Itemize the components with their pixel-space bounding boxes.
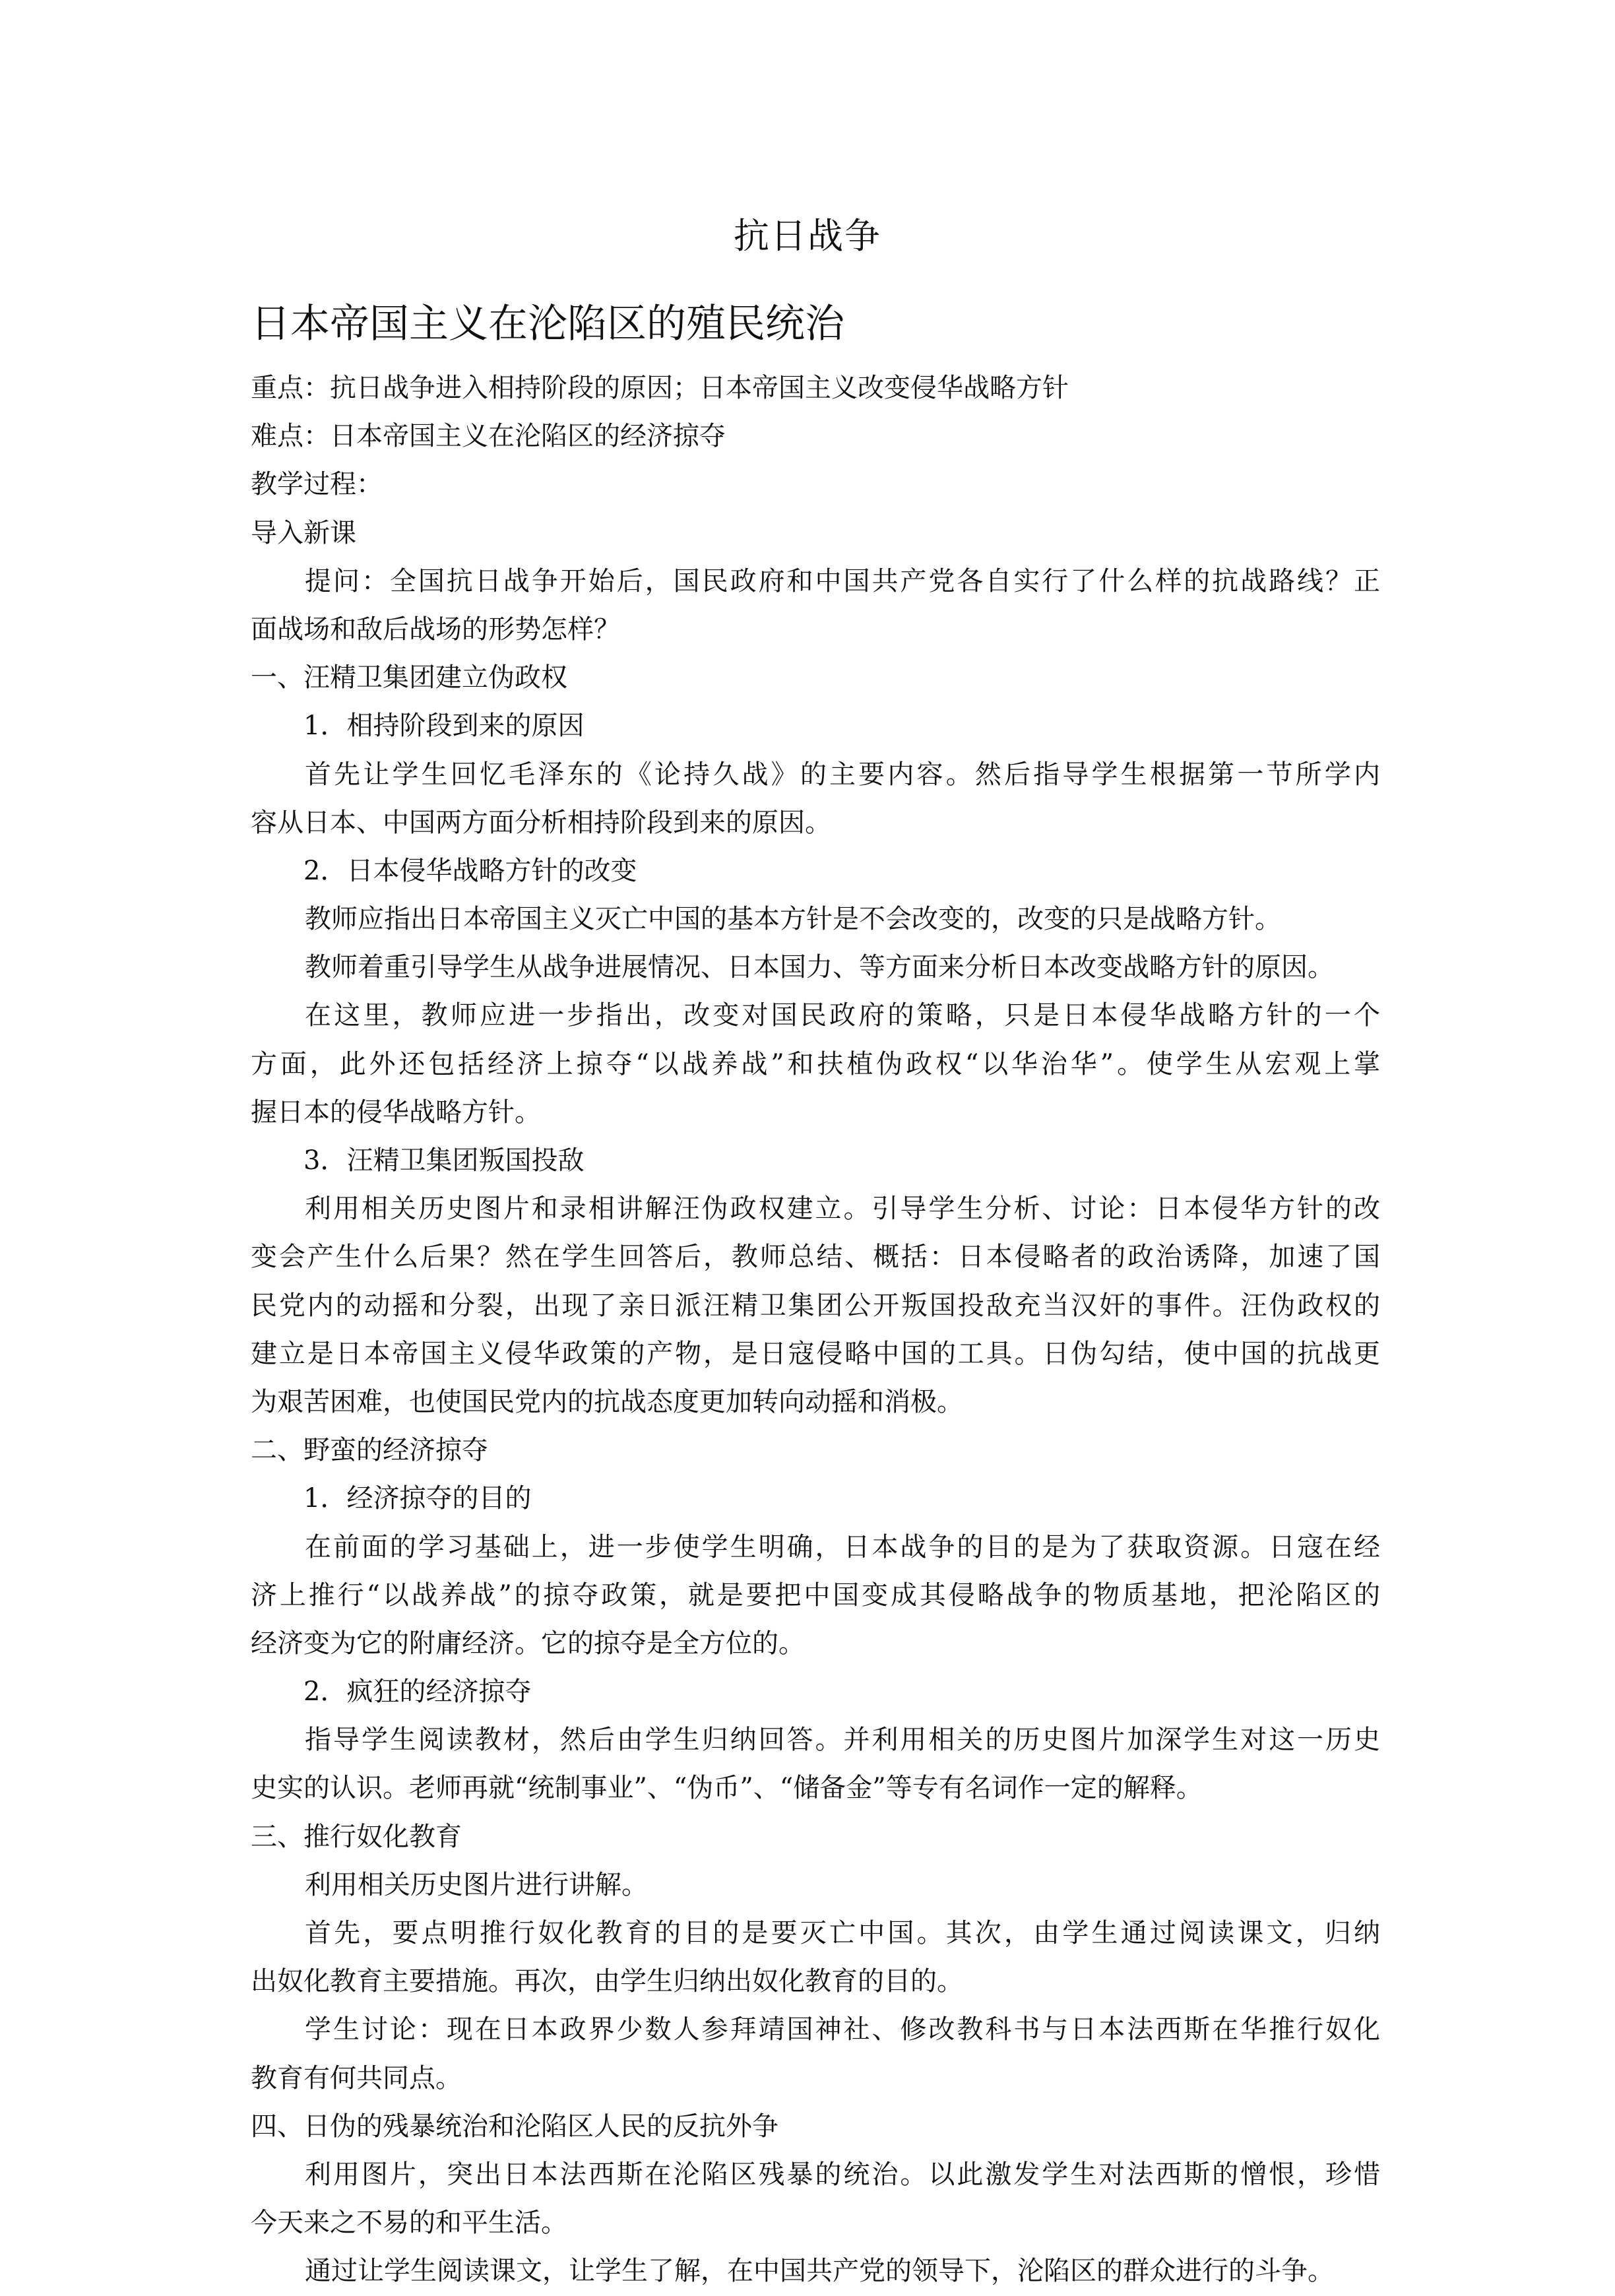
text-line: 导入新课 <box>251 517 356 548</box>
text-line: 今天来之不易的和平生活。 <box>251 2208 567 2239</box>
text-line: 变会产生什么后果？然在学生回答后，教师总结、概括：日本侵略者的政治诱降，加速了国 <box>251 1242 1380 1273</box>
text-line: 一、汪精卫集团建立伪政权 <box>251 662 567 693</box>
text-line: 首先让学生回忆毛泽东的《论持久战》的主要内容。然后指导学生根据第一节所学内 <box>305 759 1380 790</box>
text-line: 济上推行“以战养战”的掠夺政策，就是要把中国变成其侵略战争的物质基地，把沦陷区的 <box>251 1579 1380 1610</box>
text-line: 首先，要点明推行奴化教育的目的是要灭亡中国。其次，由学生通过阅读课文，归纳 <box>305 1918 1380 1948</box>
text-line: 1．经济掠夺的目的 <box>303 1483 532 1514</box>
text-line: 2．疯狂的经济掠夺 <box>303 1676 532 1707</box>
text-line: 指导学生阅读教材，然后由学生归纳回答。并利用相关的历史图片加深学生对这一历史 <box>305 1725 1380 1756</box>
text-line: 四、日伪的残暴统治和沦陷区人民的反抗外争 <box>251 2111 778 2142</box>
text-line: 1．相持阶段到来的原因 <box>303 711 585 742</box>
document-body <box>251 364 1380 2296</box>
text-line: 教育有何共同点。 <box>251 2062 462 2093</box>
text-line: 提问：全国抗日战争开始后，国民政府和中国共产党各自实行了什么样的抗战路线？正 <box>305 565 1380 596</box>
text-line: 学生讨论：现在日本政界少数人参拜靖国神社、修改教科书与日本法西斯在华推行奴化 <box>305 2014 1380 2045</box>
text-line: 史实的认识。老师再就“统制事业”、“伪币”、“储备金”等专有名词作一定的解释。 <box>251 1773 1203 1804</box>
text-line: 方面，此外还包括经济上掠夺“以战养战”和扶植伪政权“以华治华”。使学生从宏观上掌 <box>251 1048 1380 1079</box>
text-line: 为艰苦困难，也使国民党内的抗战态度更加转向动摇和消极。 <box>251 1386 963 1417</box>
text-line: 利用相关历史图片和录相讲解汪伪政权建立。引导学生分析、讨论：日本侵华方针的改 <box>305 1194 1380 1225</box>
document-subtitle: 日本帝国主义在沦陷区的殖民统治 <box>251 301 844 347</box>
text-line: 教学过程： <box>251 469 383 500</box>
text-line: 民党内的动摇和分裂，出现了亲日派汪精卫集团公开叛国投敌充当汉奸的事件。汪伪政权的 <box>251 1290 1380 1321</box>
text-line: 在前面的学习基础上，进一步使学生明确，日本战争的目的是为了获取资源。日寇在经 <box>305 1531 1380 1562</box>
text-line: 2．日本侵华战略方针的改变 <box>303 855 637 886</box>
text-line: 3．汪精卫集团叛国投敌 <box>303 1145 585 1176</box>
text-line: 三、推行奴化教育 <box>251 1821 462 1852</box>
text-line: 建立是日本帝国主义侵华政策的产物，是日寇侵略中国的工具。日伪勾结，使中国的抗战更 <box>251 1338 1380 1369</box>
text-line: 容从日本、中国两方面分析相持阶段到来的原因。 <box>251 807 831 838</box>
text-line: 教师应指出日本帝国主义灭亡中国的基本方针是不会改变的，改变的只是战略方针。 <box>305 904 1281 935</box>
text-line: 教师着重引导学生从战争进展情况、日本国力、等方面来分析日本改变战略方针的原因。 <box>305 952 1334 983</box>
text-line: 出奴化教育主要措施。再次，由学生归纳出奴化教育的目的。 <box>251 1966 963 1997</box>
text-line: 难点：日本帝国主义在沦陷区的经济掠夺 <box>251 421 726 452</box>
text-line: 二、野蛮的经济掠夺 <box>251 1435 488 1466</box>
text-line: 通过让学生阅读课文，让学生了解，在中国共产党的领导下，沦陷区的群众进行的斗争。 <box>305 2256 1334 2287</box>
text-line: 在这里，教师应进一步指出，改变对国民政府的策略，只是日本侵华战略方针的一个 <box>305 1000 1380 1031</box>
text-line: 利用图片，突出日本法西斯在沦陷区残暴的统治。以此激发学生对法西斯的憎恨，珍惜 <box>305 2159 1380 2190</box>
text-line: 经济变为它的附庸经济。它的掠夺是全方位的。 <box>251 1628 805 1659</box>
text-line: 重点：抗日战争进入相持阶段的原因；日本帝国主义改变侵华战略方针 <box>251 373 1069 403</box>
document-title: 抗日战争 <box>734 215 881 257</box>
text-line: 面战场和敌后战场的形势怎样？ <box>251 614 620 645</box>
text-line: 握日本的侵华战略方针。 <box>251 1097 541 1128</box>
text-line: 利用相关历史图片进行讲解。 <box>305 1869 648 1900</box>
